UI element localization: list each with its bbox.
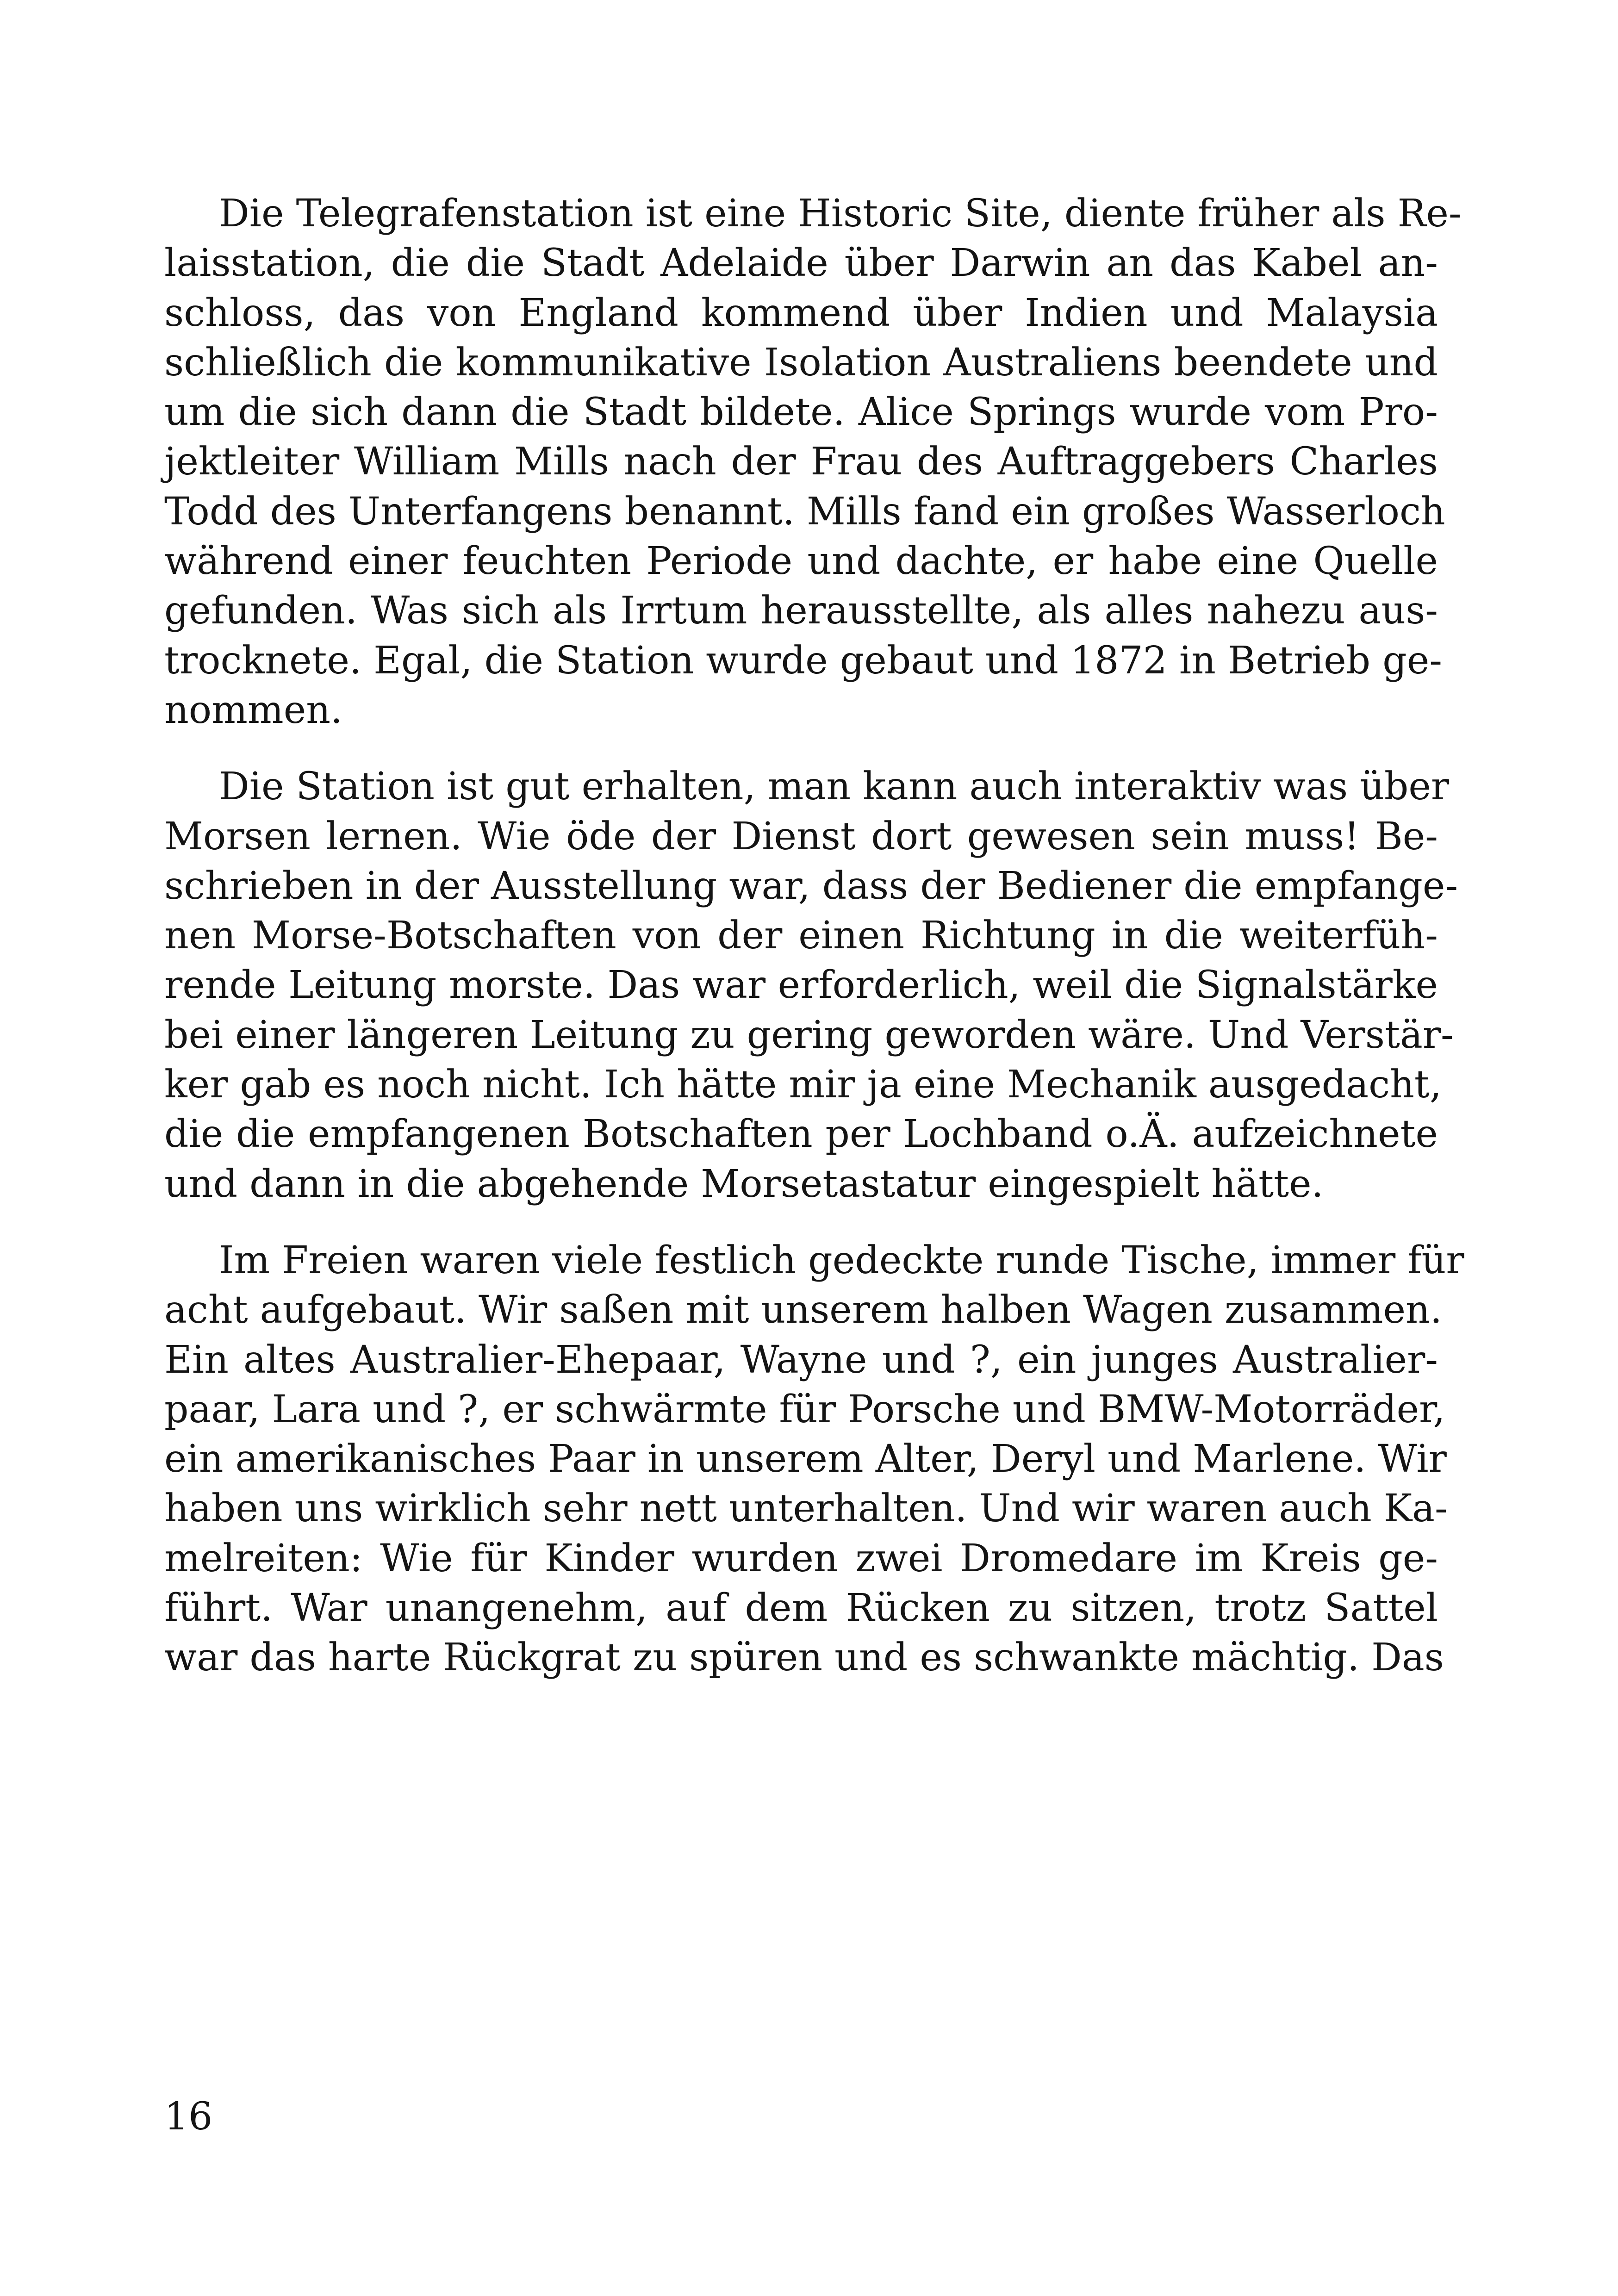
text-line: nommen. <box>164 688 343 732</box>
body-text <box>164 189 1464 1710</box>
text-line: Todd des Unterfangens benannt. Mills fand ein großes Wasserloch <box>164 489 1445 534</box>
text-line: während einer feuchten Periode und dachte, er habe eine Quelle <box>164 539 1438 584</box>
text-line: führt. War unangenehm, auf dem Rücken zu sitzen, trotz Sattel <box>164 1586 1438 1630</box>
text-line: Ein altes Australier-Ehepaar, Wayne und ?, ein junges Australier- <box>164 1338 1438 1382</box>
paragraph-telegraph-station <box>164 189 1462 735</box>
text-line: schrieben in der Ausstellung war, dass der Bediener die empfange- <box>164 864 1458 908</box>
page-number: 16 <box>164 2095 213 2139</box>
text-line: um die sich dann die Stadt bildete. Alice Springs wurde vom Pro- <box>164 390 1438 435</box>
text-line: nen Morse-Botschaften von der einen Richtung in die weiterfüh- <box>164 914 1438 958</box>
text-line: bei einer längeren Leitung zu gering geworden wäre. Und Verstär- <box>164 1013 1454 1057</box>
text-line: trocknete. Egal, die Station wurde gebaut und 1872 in Betrieb ge- <box>164 638 1442 683</box>
text-line: ker gab es noch nicht. Ich hätte mir ja eine Mechanik ausgedacht, <box>164 1063 1442 1107</box>
text-line: acht aufgebaut. Wir saßen mit unserem halben Wagen zusammen. <box>164 1288 1442 1332</box>
text-line: gefunden. Was sich als Irrtum herausstellte, als alles nahezu aus- <box>164 589 1438 633</box>
text-line: und dann in die abgehende Morsetastatur eingespielt hätte. <box>164 1162 1324 1206</box>
text-line: die die empfangenen Botschaften per Lochband o.Ä. aufzeichnete <box>164 1112 1438 1157</box>
text-line: Die Telegrafenstation ist eine Historic Site, diente früher als Re- <box>219 192 1462 236</box>
paragraph-morse <box>164 762 1458 1209</box>
text-line: haben uns wirklich sehr nett unterhalten. Und wir waren auch Ka- <box>164 1487 1448 1531</box>
paragraph-outdoor-dinner <box>164 1236 1464 1683</box>
text-line: schloss, das von England kommend über Indien und Malaysia <box>164 291 1438 335</box>
text-line: ein amerikanisches Paar in unserem Alter, Deryl und Marlene. Wir <box>164 1437 1447 1481</box>
text-line: melreiten: Wie für Kinder wurden zwei Dromedare im Kreis ge- <box>164 1536 1438 1580</box>
text-line: rende Leitung morste. Das war erforderlich, weil die Signalstärke <box>164 963 1438 1008</box>
text-line: laisstation, die die Stadt Adelaide über Darwin an das Kabel an- <box>164 241 1438 286</box>
text-line: paar, Lara und ?, er schwärmte für Porsche und BMW-Motorräder, <box>164 1387 1445 1431</box>
text-line: Die Station ist gut erhalten, man kann auch interaktiv was über <box>219 765 1450 809</box>
text-line: war das harte Rückgrat zu spüren und es schwankte mächtig. Das <box>164 1636 1444 1680</box>
text-line: Im Freien waren viele festlich gedeckte runde Tische, immer für <box>219 1238 1464 1282</box>
text-line: Morsen lernen. Wie öde der Dienst dort gewesen sein muss! Be- <box>164 814 1438 859</box>
text-line: jektleiter William Mills nach der Frau des Auftraggebers Charles <box>164 440 1438 484</box>
text-line: schließlich die kommunikative Isolation Australiens beendete und <box>164 340 1438 385</box>
